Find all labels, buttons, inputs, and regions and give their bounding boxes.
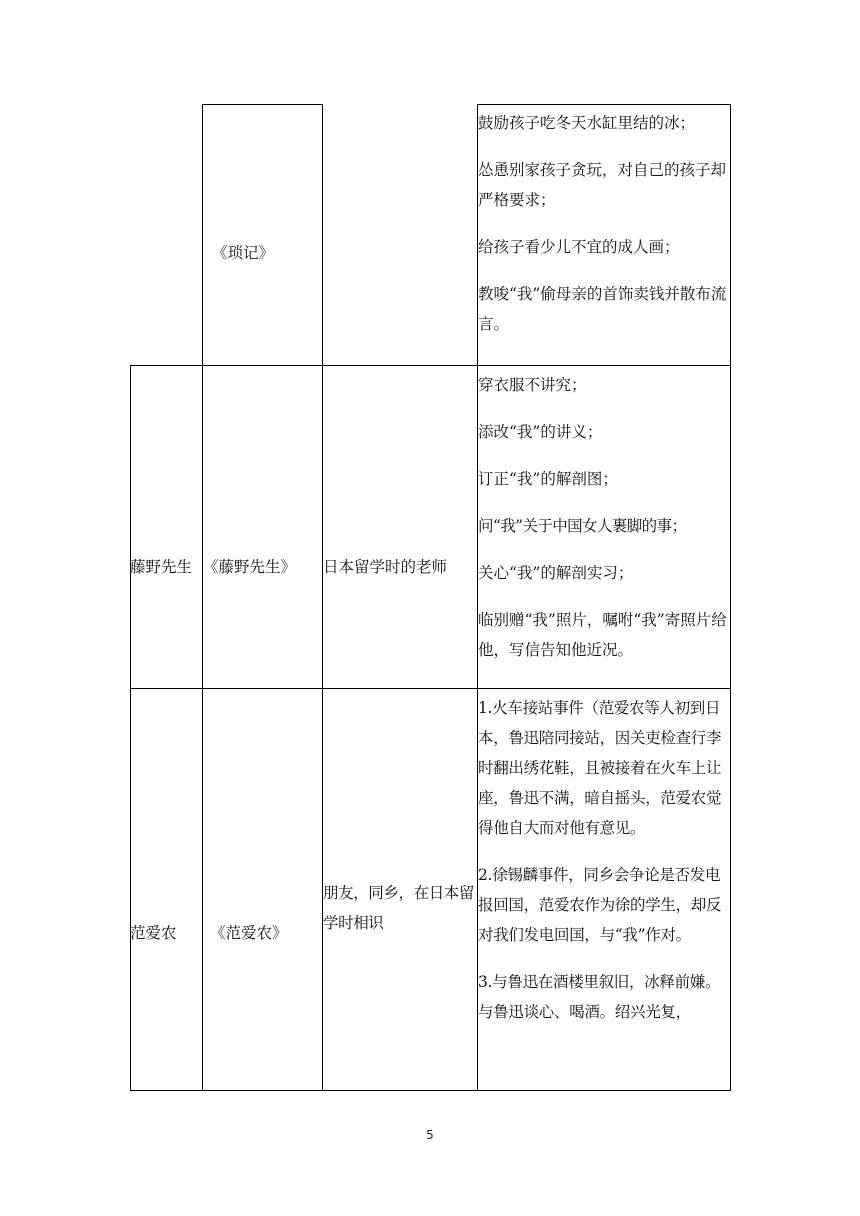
table-border-top-right [477,104,731,105]
event-item: 怂恿别家孩子贪玩，对自己的孩子却严格要求； [478,161,727,209]
event-item: 3.与鲁迅在酒楼里叙旧，冰释前嫌。与鲁迅谈心、喝酒。绍兴光复， [478,973,721,1021]
table-border-col2 [322,104,323,1091]
name-cell: 范爱农 [130,924,177,942]
event-item: 给孩子看少儿不宜的成人画； [478,238,680,256]
name-cell: 藤野先生 [130,558,193,576]
event-item: 关心“我”的解剖实习； [478,564,634,582]
table-border-top [202,104,323,105]
table-row-divider-1 [130,365,731,366]
event-item: 1.火车接站事件（范爱农等人初到日本，鲁迅陪同接站，因关吏检查行李时翻出绣花鞋，且被接着在火车上让座，鲁迅不满，暗自摇头，范爱农觉得他自大而对他有意见。 [478,699,722,837]
events-cell [478,693,730,1027]
relation-cell: 日本留学时的老师 [323,558,448,576]
work-cell: 《琐记》 [212,244,275,262]
event-item: 教唆“我”偷母亲的首饰卖钱并散布流言。 [478,285,727,333]
page-number: 5 [426,1128,434,1142]
table-border-bottom [130,1090,731,1091]
event-item: 添改“我”的讲义； [478,423,603,441]
event-item: 问“我”关于中国女人裹脚的事； [478,517,687,535]
relation-cell: 朋友，同乡，在日本留学时相识 [323,884,475,932]
event-item: 2.徐锡麟事件，同乡会争论是否发电报回国，范爱农作为徐的学生，却反对我们发电回国，与“我”作对。 [478,866,722,944]
event-item: 订正“我”的解剖图； [478,470,618,488]
work-cell: 《藤野先生》 [203,558,297,576]
events-cell [478,370,730,665]
work-cell: 《范爱农》 [210,924,288,942]
events-cell [478,108,730,339]
event-item: 鼓励孩子吃冬天水缸里结的冰； [478,114,696,132]
table-border-right [730,104,731,1091]
event-item: 穿衣服不讲究； [478,376,587,394]
table-row-divider-2 [130,688,731,689]
table-border-left [130,365,131,1091]
event-item: 临别赠“我”照片，嘱咐“我”寄照片给他，写信告知他近况。 [478,611,727,659]
